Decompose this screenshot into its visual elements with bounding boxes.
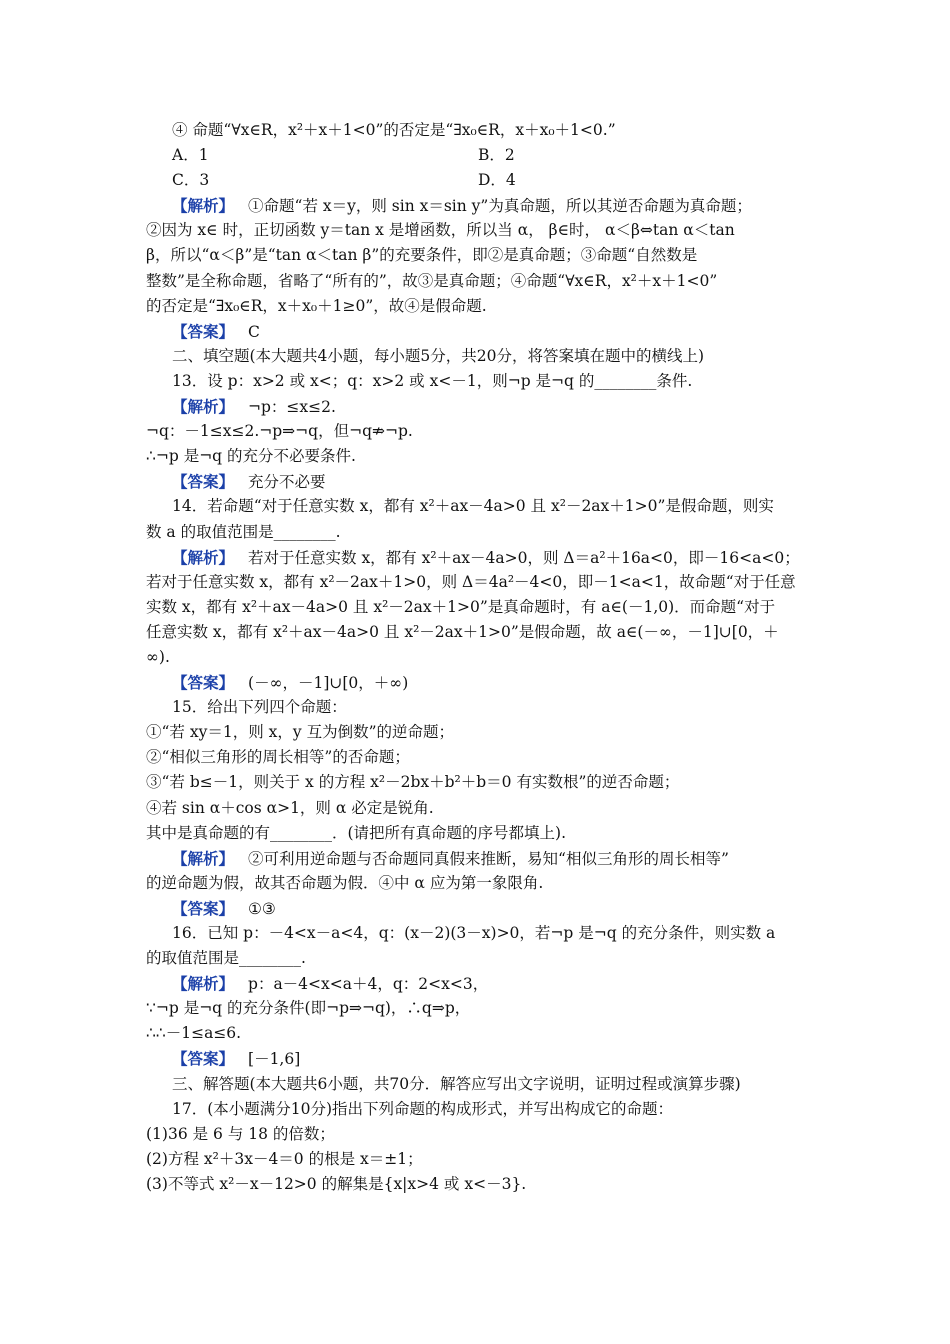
text-line: ④ 命题“∀x∈R，x²＋x＋1<0”的否定是“∃x₀∈R，x＋x₀＋1<0.” — [172, 121, 616, 139]
labeled-line — [146, 193, 814, 218]
text-line: (2)方程 x²＋3x－4＝0 的根是 x＝±1； — [146, 1149, 423, 1168]
text-line: (3)不等式 x²－x－12>0 的解集是{x|x>4 或 x<－3}. — [146, 1174, 527, 1193]
text-line: 实数 x，都有 x²＋ax－4a>0 且 x²－2ax＋1>0”是真命题时，有 a∈(－1,0)．而命题“对于 — [146, 597, 776, 616]
choice-options-row — [146, 143, 814, 168]
line-text: (－∞，－1]∪[0，＋∞) — [248, 674, 409, 693]
text-line: 14．若命题“对于任意实数 x，都有 x²＋ax－4a>0 且 x²－2ax＋1>0”是假命题，则实 — [172, 497, 774, 516]
text-line: 二、填空题(本大题共4小题，每小题5分，共20分，将答案填在题中的横线上) — [172, 346, 705, 365]
text-line: ③“若 b≤－1，则关于 x 的方程 x²－2bx＋b²＋b＝0 有实数根”的逆否命题； — [146, 773, 680, 792]
text-line: 的取值范围是________. — [146, 949, 306, 968]
line-text: p：a－4<x<a＋4，q：2<x<3， — [248, 975, 489, 994]
text-line: 其中是真命题的有________．(请把所有真命题的序号都填上). — [146, 823, 567, 842]
labeled-line — [146, 545, 814, 570]
section-tag: 【答案】 — [172, 472, 235, 492]
option-label: C．3 — [172, 171, 210, 190]
option-label: A．1 — [172, 146, 209, 165]
text-line: ②“相似三角形的周长相等”的否命题； — [146, 748, 410, 767]
labeled-line — [146, 846, 814, 871]
labeled-line — [146, 896, 814, 921]
text-line: 任意实数 x，都有 x²＋ax－4a>0 且 x²－2ax＋1>0”是假命题，故 a∈(－∞，－1]∪[0，＋ — [146, 622, 779, 641]
text-line: 的逆命题为假，故其否命题为假．④中 α 应为第一象限角. — [146, 873, 544, 892]
labeled-line — [146, 971, 814, 996]
option-label: B．2 — [478, 146, 515, 165]
text-line: 整数”是全称命题，省略了“所有的”，故③是真命题；④命题“∀x∈R，x²＋x＋1<0” — [146, 271, 718, 290]
line-text: C — [248, 322, 260, 341]
line-text: 充分不必要 — [248, 473, 326, 492]
section-tag: 【解析】 — [172, 397, 235, 417]
section-tag: 【解析】 — [172, 974, 235, 994]
section-tag: 【答案】 — [172, 321, 235, 341]
text-line: 的否定是“∃x₀∈R，x＋x₀＋1≥0”，故④是假命题. — [146, 296, 487, 315]
option-label: D．4 — [478, 171, 516, 190]
section-tag: 【解析】 — [172, 196, 235, 216]
text-line: ¬q：－1≤x≤2.¬p⇒¬q，但¬q⇏¬p. — [146, 422, 413, 441]
line-text: ①③ — [248, 899, 276, 918]
text-line: 三、解答题(本大题共6小题，共70分．解答应写出文字说明，证明过程或演算步骤) — [172, 1074, 741, 1093]
section-tag: 【答案】 — [172, 673, 235, 693]
section-tag: 【答案】 — [172, 898, 235, 918]
line-text: 若对于任意实数 x，都有 x²＋ax－4a>0，则 Δ＝a²＋16a<0，即－16<a<0； — [248, 548, 800, 567]
text-line: 13．设 p：x>2 或 x<；q：x>2 或 x<－1，则¬p 是¬q 的________条件. — [172, 371, 693, 390]
text-line: ①“若 xy＝1，则 x，y 互为倒数”的逆命题； — [146, 723, 454, 742]
text-line: 16．已知 p：－4<x－a<4，q：(x－2)(3－x)>0，若¬p 是¬q 的充分条件，则实数 a — [172, 924, 776, 942]
choice-options-row — [146, 168, 814, 193]
section-tag: 【解析】 — [172, 848, 235, 868]
labeled-line — [146, 319, 814, 344]
text-line: ∴¬p 是¬q 的充分不必要条件. — [146, 447, 356, 466]
section-tag: 【解析】 — [172, 547, 235, 567]
text-line: (1)36 是 6 与 18 的倍数； — [146, 1124, 335, 1143]
document-page — [146, 118, 814, 1197]
text-line: ④若 sin α＋cos α>1，则 α 必定是锐角. — [146, 798, 434, 817]
labeled-line — [146, 670, 814, 695]
section-tag: 【答案】 — [172, 1049, 235, 1069]
text-line: ∵¬p 是¬q 的充分条件(即¬p⇒¬q)，∴q⇒p， — [146, 999, 471, 1018]
line-text: ①命题“若 x＝y，则 sin x＝sin y”为真命题，所以其逆否命题为真命题； — [248, 197, 752, 216]
text-line: 17．(本小题满分10分)指出下列命题的构成形式，并写出构成它的命题： — [172, 1099, 674, 1118]
text-line: 若对于任意实数 x，都有 x²－2ax＋1>0，则 Δ＝4a²－4<0，即－1<a<1，故命题“对于任意 — [146, 572, 796, 591]
labeled-line — [146, 394, 814, 419]
labeled-line — [146, 1046, 814, 1071]
line-text: ②可利用逆命题与否命题同真假来推断，易知“相似三角形的周长相等” — [248, 849, 729, 868]
text-line: 15．给出下列四个命题： — [172, 698, 347, 717]
labeled-line — [146, 469, 814, 494]
line-text: [－1,6] — [248, 1050, 301, 1069]
text-line: ∴∴－1≤a≤6. — [146, 1024, 242, 1043]
text-line: ∞). — [146, 647, 170, 666]
line-text: ¬p：≤x≤2. — [248, 398, 336, 417]
text-line: 数 a 的取值范围是________. — [146, 522, 341, 541]
text-line: β，所以“α＜β”是“tan α＜tan β”的充要条件，即②是真命题；③命题“自然数是 — [146, 246, 698, 265]
text-line: ②因为 x∈ 时，正切函数 y＝tan x 是增函数，所以当 α， β∈时， α＜β⇔tan α＜tan — [146, 221, 735, 240]
